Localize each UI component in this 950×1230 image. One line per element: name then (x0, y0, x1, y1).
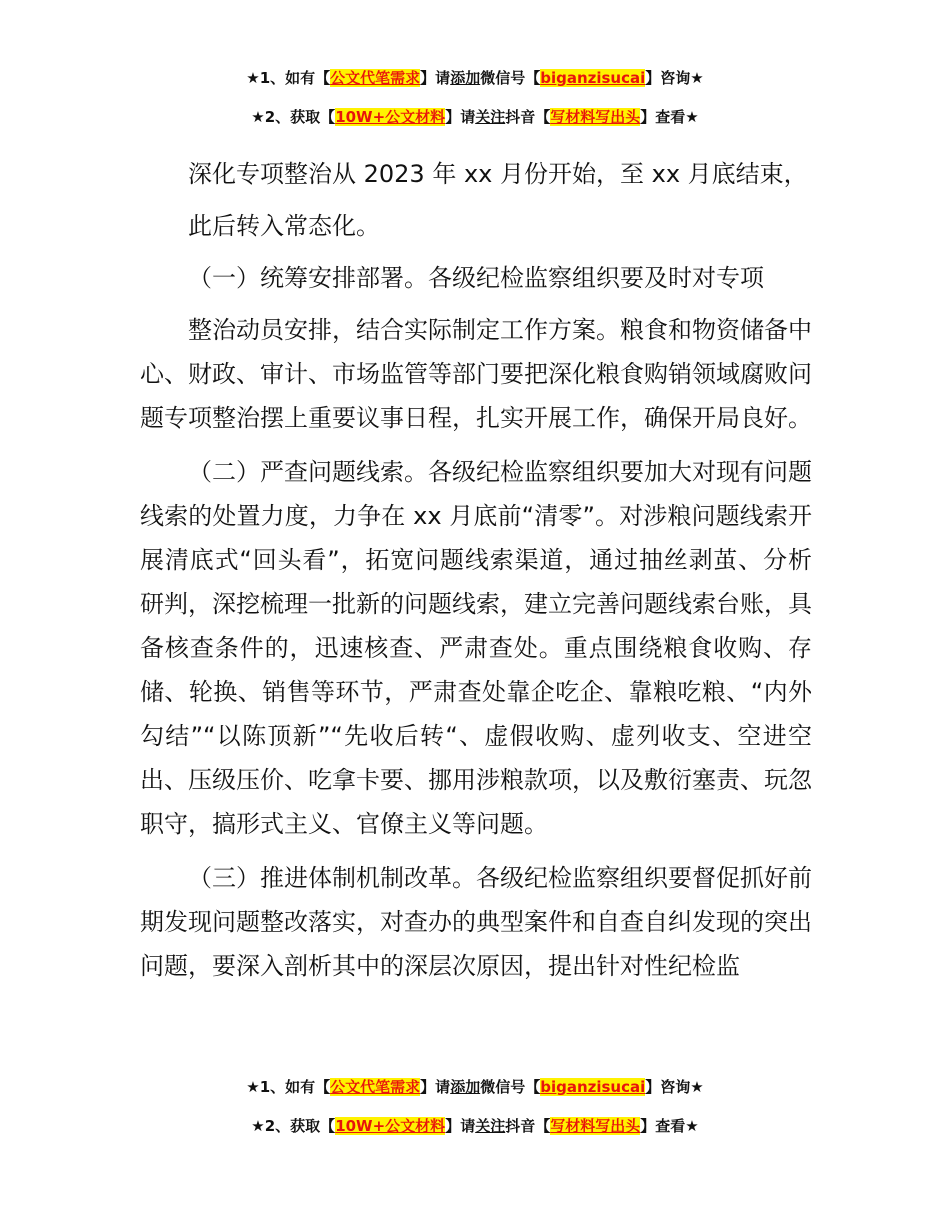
promo-wechat-id: biganzisucai (540, 69, 646, 87)
paragraph-schedule: 深化专项整治从 2023 年 xx 月份开始，至 xx 月底结束， (188, 160, 808, 188)
promo-text: ★2、获取【 (251, 1117, 336, 1135)
promo-wechat-id: biganzisucai (540, 1078, 646, 1096)
promo-text: 抖音【 (505, 1117, 551, 1135)
promo-text: ★1、如有【 (246, 69, 331, 87)
promo-highlight: 10W+公文材料 (335, 108, 446, 126)
header-promo-line-2 (0, 105, 950, 129)
promo-text: 】查看★ (640, 1117, 699, 1135)
promo-douyin-account: 写材料写出头 (550, 1117, 641, 1135)
promo-text: 】请 (420, 1078, 451, 1096)
promo-douyin-account: 写材料写出头 (550, 108, 641, 126)
paragraph-section-3: （三）推进体制机制改革。各级纪检监察组织要督促抓好前期发现问题整改落实，对查办的典型案件和自查自纠发现的突出问题，要深入剖析其中的深层次原因，提出针对性纪检监 (140, 864, 812, 980)
promo-highlight: 10W+公文材料 (335, 1117, 446, 1135)
paragraph-section-1-heading: （一）统筹安排部署。各级纪检监察组织要及时对专项 (188, 264, 764, 292)
footer-promo-line-2 (0, 1114, 950, 1138)
paragraph-section-2: （二）严查问题线索。各级纪检监察组织要加大对现有问题线索的处置力度，力争在 xx 月底前“清零”。对涉粮问题线索开展清底式“回头看”，拓宽问题线索渠道，通过抽丝剥茧、分析研判，深挖梳理一批新的问题线索，建立完善问题线索台账，具备核查条件的，迅速核查、严肃查处。重点围绕粮食收购、存储、轮换、销售等环节，严肃查处靠企吃企、靠粮吃粮、“内外勾结”“以陈顶新”“先收后转“、虚假收购、虚列收支、空进空出、压级压价、吃拿卡要、挪用涉粮款项，以及敷衍塞责、玩忽职守，搞形式主义、官僚主义等问题。 (140, 458, 812, 838)
promo-text: 抖音【 (505, 108, 551, 126)
document-body (140, 152, 812, 988)
promo-text: 】请 (445, 108, 476, 126)
promo-text: ★1、如有【 (246, 1078, 331, 1096)
promo-underlined: 关注 (475, 1117, 506, 1135)
promo-text: 微信号【 (480, 69, 541, 87)
promo-highlight: 公文代笔需求 (330, 69, 421, 87)
promo-text: 】请 (445, 1117, 476, 1135)
promo-text: ★2、获取【 (251, 108, 336, 126)
promo-text: 】咨询★ (645, 69, 704, 87)
promo-highlight: 公文代笔需求 (330, 1078, 421, 1096)
footer-promo-line-1 (0, 1075, 950, 1099)
header-promo-line-1 (0, 66, 950, 90)
promo-underlined: 添加 (450, 69, 481, 87)
promo-text: 微信号【 (480, 1078, 541, 1096)
promo-text: 】咨询★ (645, 1078, 704, 1096)
paragraph-normalization: 此后转入常态化。 (188, 212, 380, 240)
promo-underlined: 关注 (475, 108, 506, 126)
paragraph-section-1-body: 整治动员安排，结合实际制定工作方案。粮食和物资储备中心、财政、审计、市场监管等部门要把深化粮食购销领域腐败问题专项整治摆上重要议事日程，扎实开展工作，确保开局良好。 (140, 316, 812, 432)
promo-underlined: 添加 (450, 1078, 481, 1096)
promo-text: 】查看★ (640, 108, 699, 126)
promo-text: 】请 (420, 69, 451, 87)
